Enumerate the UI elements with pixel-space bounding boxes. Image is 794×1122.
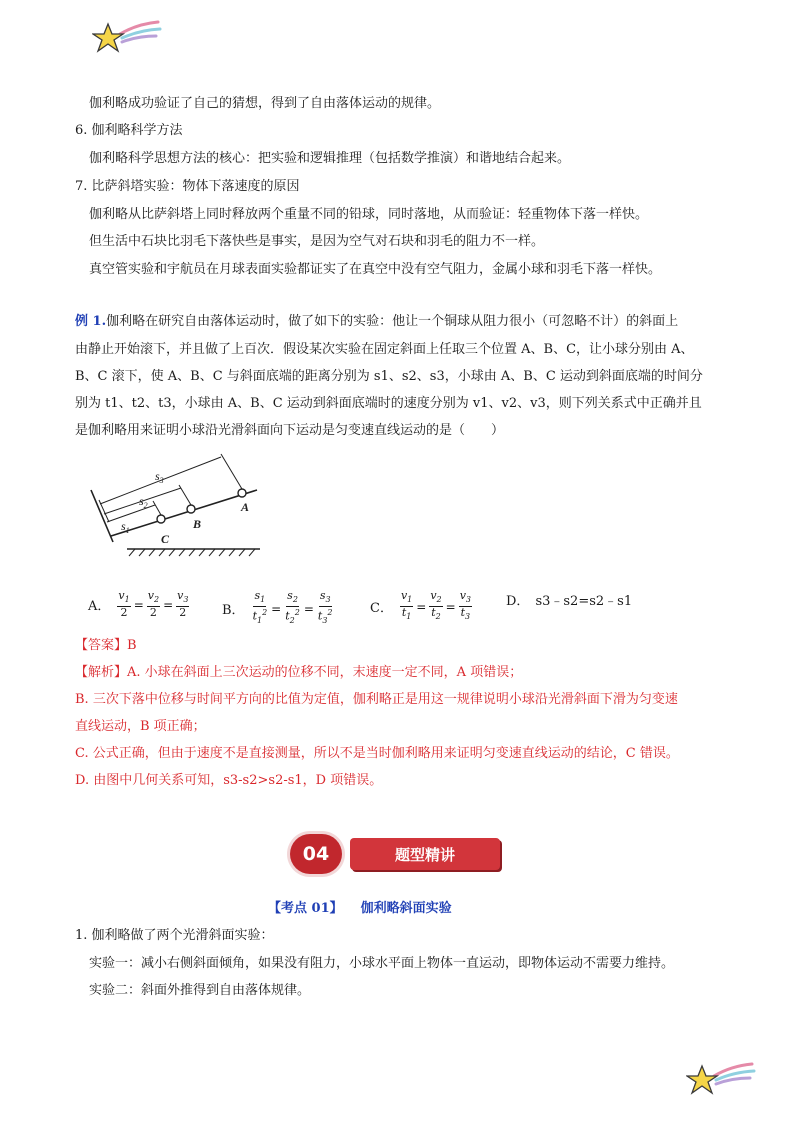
shooting-star-icon <box>686 1058 756 1100</box>
analysis-line: B. 三次下落中位移与时间平方向的比值为定值，伽利略正是用这一规律说明小球沿光滑斜面下滑为匀变速 <box>75 692 678 707</box>
option-c: C． $\frac{v_1}{t_1}$ = $\frac{v_2}{t_2}$ = $\frac{v_3}{t_3}$ <box>370 589 472 622</box>
example-line: 由静止开始滚下，并且做了上百次．假设某次实验在固定斜面上任取三个位置 A、B、C，让小球分别由 A、 <box>75 342 694 357</box>
key-point-title: 伽利略斜面实验 <box>360 901 452 916</box>
fraction: $\frac{s_3}{t_3^2}$ <box>317 589 333 626</box>
s1-subscript: 1 <box>125 526 130 535</box>
option-c-label: C． <box>370 601 393 617</box>
fraction: $\frac{v_2}{t_2}$ <box>430 589 442 622</box>
point-a-label: A <box>241 500 250 514</box>
option-b: B． $\frac{s_1}{t_1^2}$ = $\frac{s_2}{t_2^2}$ = $\frac{s_3}{t_3^2}$ <box>222 589 333 626</box>
option-d-label: D． <box>506 594 530 609</box>
analysis-line: C. 公式正确，但由于速度不是直接测量，所以不是当时伽利略用来证明匀变速直线运动的结论，C 错误。 <box>75 746 679 761</box>
answer-value: B <box>127 638 137 653</box>
s3-subscript: 3 <box>159 476 164 485</box>
answer-line <box>75 636 137 656</box>
example-label: 例 1. <box>75 314 107 329</box>
analysis-line: 直线运动，B 项正确； <box>75 719 206 734</box>
fraction: $\frac{v_1}{t_1}$ <box>400 589 413 622</box>
option-b-label: B． <box>222 603 245 619</box>
svg-text:s1 <box>121 519 130 535</box>
s2-label: s <box>139 494 144 508</box>
fraction: $\frac{s_1}{t_1^2}$ <box>252 589 268 626</box>
option-d-text: s3﹣s2=s2﹣s1 <box>535 594 633 609</box>
key-point-tag: 【考点 01】 <box>268 901 343 916</box>
fraction: $\frac{v_2}{2}$ <box>147 589 160 620</box>
heading-7: 7. 比萨斜塔实验：物体下落速度的原因 <box>75 179 300 194</box>
fraction: $\frac{v_3}{2}$ <box>177 589 189 620</box>
option-a-label: A． <box>88 599 111 615</box>
svg-text:s2 <box>139 494 148 510</box>
intro-paragraph: 伽利略科学思想方法的核心：把实验和逻辑推理（包括数学推演）和谐地结合起来。 <box>89 151 571 166</box>
example-line: 别为 t1、t2、t3，小球由 A、B、C 运动到斜面底端时的速度分别为 v1、v2、v3，则下列关系式中正确并且 <box>75 396 702 411</box>
analysis-tag: 【解析】 <box>75 665 128 680</box>
intro-paragraph: 但生活中石块比羽毛下落快些是事实，是因为空气对石块和羽毛的阻力不一样。 <box>89 234 545 249</box>
intro-paragraph: 伽利略从比萨斜塔上同时释放两个重量不同的铅球，同时落地，从而验证：轻重物体下落一样快。 <box>89 207 649 222</box>
s3-label: s <box>155 469 160 483</box>
experiment-one: 实验一：减小右侧斜面倾角，如果没有阻力，小球水平面上物体一直运动，即物体运动不需要力维持。 <box>89 956 675 971</box>
s2-subscript: 2 <box>143 501 148 510</box>
intro-paragraph: 伽利略成功验证了自己的猜想，得到了自由落体运动的规律。 <box>89 96 441 111</box>
intro-paragraph: 真空管实验和宇航员在月球表面实验都证实了在真空中没有空气阻力，金属小球和羽毛下落一样快。 <box>89 262 662 277</box>
shooting-star-icon <box>92 16 162 58</box>
answer-tag: 【答案】 <box>75 638 128 653</box>
option-d <box>506 590 632 609</box>
s1-label: s <box>121 519 126 533</box>
section-title: 题型精讲 <box>350 838 500 870</box>
example-line: B、C 滚下，使 A、B、C 与斜面底端的距离分别为 s1、s2、s3，小球由 A、B、C 运动到斜面底端的时间分 <box>75 369 703 384</box>
fraction: $\frac{s_2}{t_2^2}$ <box>285 589 300 626</box>
key-point-heading <box>268 899 452 919</box>
fraction: $\frac{v_3}{t_3}$ <box>459 589 472 622</box>
example-text: 伽利略在研究自由落体运动时，做了如下的实验：他让一个铜球从阻力很小（可忽略不计）的斜面上 <box>106 314 679 329</box>
point-b-label: B <box>193 517 202 531</box>
experiment-heading: 1. 伽利略做了两个光滑斜面实验： <box>75 928 274 943</box>
analysis-text: A. 小球在斜面上三次运动的位移不同，末速度一定不同，A 项错误； <box>127 665 523 680</box>
fraction: $\frac{v_1}{2}$ <box>118 589 130 620</box>
analysis-line: D. 由图中几何关系可知，s3-s2>s2-s1，D 项错误。 <box>75 773 383 788</box>
svg-text:s3 <box>155 469 164 485</box>
option-a: A． $\frac{v_1}{2}$ = $\frac{v_2}{2}$ = $\frac{v_3}{2}$ <box>88 589 189 620</box>
analysis-line <box>75 663 522 683</box>
section-banner <box>290 834 506 874</box>
example-line <box>75 312 678 332</box>
incline-diagram <box>85 452 265 562</box>
example-line: 是伽利略用来证明小球沿光滑斜面向下运动是匀变速直线运动的是（ ） <box>75 423 505 438</box>
experiment-two: 实验二：斜面外推得到自由落体规律。 <box>89 983 311 998</box>
section-number: 04 <box>290 834 342 874</box>
heading-6: 6. 伽利略科学方法 <box>75 123 183 138</box>
point-c-label: C <box>161 532 170 546</box>
